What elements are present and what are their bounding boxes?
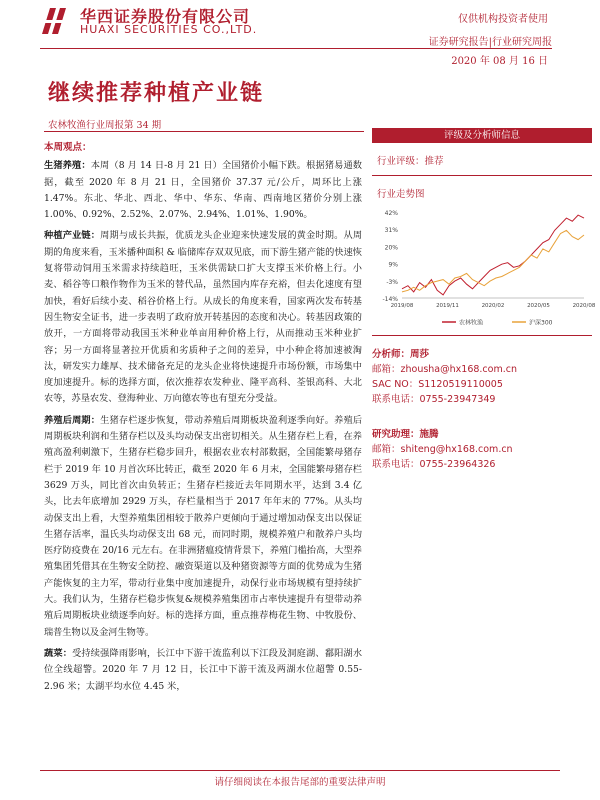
investor-notice: 仅供机构投资者使用	[458, 14, 548, 25]
y-tick-label: 20%	[384, 244, 398, 252]
report-title: 继续推荐种植产业链	[48, 80, 265, 106]
trend-chart-title: 行业走势图	[377, 189, 425, 200]
y-tick-label: 9%	[388, 261, 398, 269]
legal-notice: 请仔细阅读在本报告尾部的重要法律声明	[214, 777, 386, 788]
section-heading: 本周观点：	[44, 142, 92, 153]
assistant-phone: 联系电话：0755-23964326	[372, 459, 496, 470]
assistant-email[interactable]: 邮箱：shiteng@hx168.com.cn	[372, 444, 513, 455]
analyst-info	[372, 347, 592, 472]
report-subtitle: 农林牧渔行业周报第 34 期	[48, 120, 162, 131]
x-tick-label: 2020/08	[572, 303, 596, 309]
analyst-name: 分析师：周莎	[372, 349, 430, 360]
paragraph-text: 周期与成长共振，优质龙头企业迎来快速发展的黄金时期。从周期的角度来看，玉米播种面积 & 临储库存双双见底，而下游生猪产能的快速恢复将带动饲用玉米需求持续趋旺，玉米供需缺口扩大支撑玉米价格上行。小麦、稻谷等口粮作物作为玉米的替代品，虽然国内库存充裕，但去化速度有望加快，看好后续小麦、稻谷价格上行。从成长的角度来看，国家两次发布转基因生物安全证书，进一步表明了政府放开转基因的态度和决心。转基因政策的放开，一方面将带动我国玉米种业单亩用种价格上行，从而推动玉米种业扩容；另一方面将显著拉开优质和劣质种子之间的差异，中小种企将加速被淘汰，研发实力雄厚、技术储备充足的龙头企业将快速提升市场份额，市场集中度加速提升。标的选择方面，依次推荐农发种业、隆平高科、荃银高科、大北农等，苏垦农发、登海种业、万向德农等也有望充分受益。	[44, 230, 363, 405]
y-tick-label: -14%	[382, 296, 398, 303]
x-tick-label: 2019/11	[436, 303, 459, 309]
side-panel-header: 评级及分析师信息	[372, 128, 592, 143]
footer-divider	[40, 770, 560, 771]
side-panel	[372, 128, 596, 336]
legend-label: 农林牧渔	[459, 319, 484, 327]
company-name-cn: 华西证券股份有限公司	[80, 7, 251, 26]
x-tick-label: 2020/05	[527, 303, 550, 309]
x-tick-label: 2020/02	[481, 303, 505, 309]
huaxi-logo-icon	[40, 6, 70, 36]
analyst-phone: 联系电话：0755-23947349	[372, 394, 496, 405]
paragraph-label: 生猪养殖：	[44, 160, 91, 172]
analyst-email[interactable]: 邮箱：zhousha@hx168.com.cn	[372, 364, 517, 375]
paragraph-text: 本周（8 月 14 日-8 月 21 日）全国猪价小幅下跌。根据猪易通数据，截至 2020 年 8 月 21 日，全国猪价 37.37 元/公斤，周环比上涨 1.47%。东北、华北、西北、华中、华东、华南、西南地区猪价分别上涨 1.00%、0.92%、2.52%、2.07%、2.94%、1.01%、1.90%。	[44, 160, 362, 221]
subtitle-divider	[44, 131, 364, 132]
x-tick-label: 2019/08	[390, 303, 414, 309]
paragraph-text: 生猪存栏逐步恢复，带动养殖后周期板块盈利逐季向好。养殖后周期板块利润和生猪存栏以及头均动保支出密切相关。从生猪存栏上看，在养殖高盈利刺激下，生猪存栏稳步回升，根据农业农村部数据，全国能繁母猪存栏于 2019 年 10 月首次环比转正，截至 2020 年 6 月末，全国能繁母猪存栏 3629 万头，同比首次由负转正；生猪存栏接近去年同期水平，达到 3.4 亿头，比去年底增加 2929 万头，存栏量相当于 2017 年年末的 77%。从头均动保支出上看，大型养殖集团相较于散养户更倾向于通过增加动保支出以保证生猪存活率，温氏头均动保支出 68 元，而同时期，规模养殖户和散养户头均医疗防疫费在 20/16 元左右。在非洲猪瘟疫情背景下，养殖门槛抬高，大型养殖集团凭借其在生物安全防控、融资渠道以及种猪资源等方面的优势成为生猪产能恢复的主力军，带动行业集中度加速提升，动保行业市场规模有望持续扩大。我们认为，生猪存栏稳步恢复&规模养殖集团市占率快速提升有望带动养殖后周期板块业绩逐季向好。标的选择方面，重点推荐梅花生物、中牧股份、瑞普生物以及金河生物等。	[44, 414, 363, 638]
paragraph-label: 蔬菜：	[44, 647, 73, 659]
report-date: 2020 年 08 月 16 日	[451, 56, 548, 67]
paragraph-post-cycle	[44, 413, 362, 641]
trend-chart	[372, 206, 596, 336]
y-tick-label: 31%	[384, 227, 398, 235]
header-divider	[40, 48, 552, 49]
paragraph-planting-chain	[44, 228, 362, 407]
main-content	[44, 140, 362, 700]
y-tick-label: -3%	[386, 278, 398, 286]
analyst-sac-number: SAC NO：S1120519110005	[372, 379, 503, 390]
paragraph-label: 养殖后周期：	[44, 414, 101, 426]
rating-label: 行业评级：	[377, 156, 425, 167]
series-line	[402, 215, 584, 295]
paragraph-text: 受持续强降雨影响，长江中下游干流监利以下江段及洞庭湖、鄱阳湖水位全线超警。2020 年 7 月 12 日，长江中下游干流及两湖水位超警 0.55-2.96 米；太湖平均水位 4.45 米，	[44, 647, 363, 692]
company-name-en: HUAXI SECURITIES CO.,LTD.	[80, 23, 258, 36]
report-category: 证券研究报告|行业研究周报	[428, 37, 552, 48]
trend-chart-container	[372, 206, 596, 336]
industry-rating	[372, 143, 592, 176]
assistant-name: 研究助理：施腾	[372, 429, 439, 440]
page-header	[0, 0, 600, 67]
rating-value: 推荐	[424, 156, 444, 167]
legend-label: 沪深300	[529, 319, 553, 327]
y-tick-label: 42%	[384, 210, 398, 217]
paragraph-label: 种植产业链：	[44, 230, 101, 242]
paragraph-pig-farming	[44, 158, 362, 223]
paragraph-vegetables	[44, 646, 362, 695]
